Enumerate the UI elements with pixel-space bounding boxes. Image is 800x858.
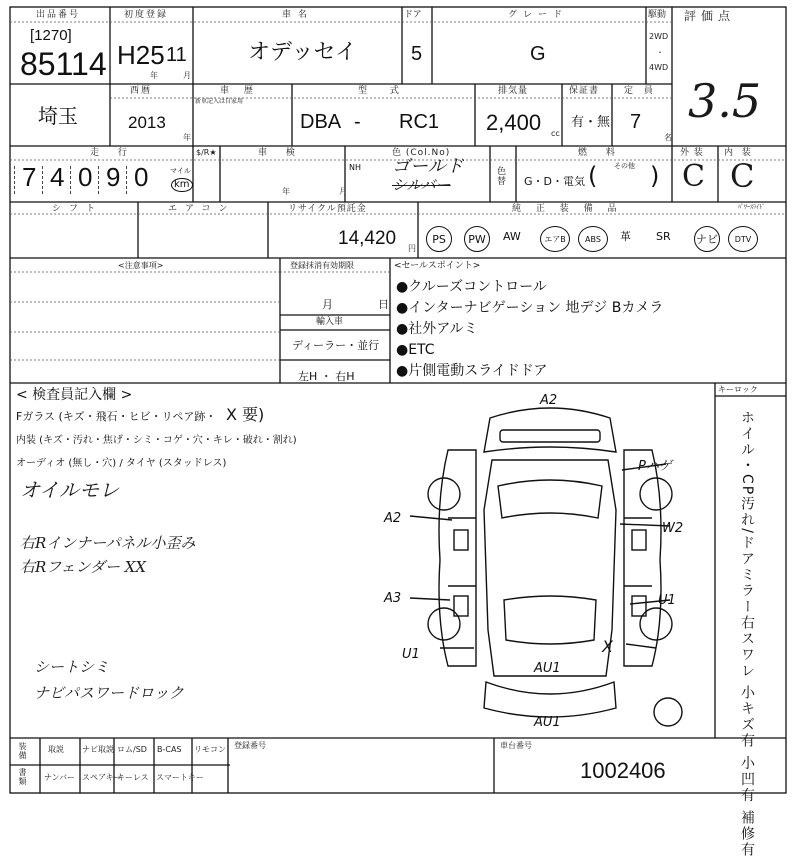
recycle-amount: 14,420 bbox=[338, 228, 397, 249]
year-unit: 年 bbox=[150, 71, 158, 80]
footer-chassis-label: 車台番号 bbox=[500, 741, 532, 750]
mile-label: マイル bbox=[170, 167, 191, 175]
sales-points-label: <セールスポイント> bbox=[394, 261, 481, 271]
grade-value: G bbox=[530, 43, 546, 65]
footer-navi-manual: ナビ取説 bbox=[82, 745, 114, 754]
type-dash: - bbox=[354, 111, 361, 133]
mark-w2: W2 bbox=[662, 521, 684, 536]
mileage-label: 走 行 bbox=[90, 148, 135, 158]
color-value-gold: ゴールド bbox=[392, 156, 464, 177]
registration-expiry-label: 登録抹消有効期限 bbox=[290, 261, 354, 270]
odometer-divider bbox=[98, 166, 99, 194]
registration-era: H25 bbox=[117, 40, 165, 70]
equipment-label: 純 正 装 備 品 bbox=[512, 204, 623, 214]
displacement: 2,400 bbox=[486, 110, 542, 135]
displacement-label: 排気量 bbox=[498, 86, 529, 96]
ac-label: エアコン bbox=[168, 204, 236, 214]
odometer-digit: 0 bbox=[134, 162, 149, 192]
exterior-grade: C bbox=[682, 159, 705, 194]
inspector-line-audio: オーディオ (無し・穴) / タイヤ (スタッドレス) bbox=[16, 458, 227, 469]
caution-label: <注意事項> bbox=[118, 261, 164, 270]
footer-reg-number-label: 登録番号 bbox=[234, 741, 266, 750]
shift-label: シフト bbox=[52, 204, 104, 214]
registration-month: 11 bbox=[166, 44, 187, 66]
inspector-title: < 検査員記入欄 > bbox=[16, 387, 133, 403]
equipment-item: AW bbox=[503, 230, 521, 243]
footer-rom-sd: ロム/SD bbox=[117, 745, 147, 754]
seats-label: 定 員 bbox=[624, 86, 657, 96]
footer-equip-label: 装備 bbox=[18, 742, 27, 760]
mark-au1-bumper: AU1 bbox=[534, 715, 561, 730]
odometer-digit: 7 bbox=[22, 162, 37, 192]
hand-note-1: オイルモレ bbox=[20, 478, 119, 502]
mark-u1-left: U1 bbox=[402, 647, 420, 662]
inspector-line-glass: Fガラス (キズ・飛石・ヒビ・リペア跡・ bbox=[16, 410, 217, 423]
model-year-unit: 年 bbox=[183, 133, 191, 142]
equipment-item: ABS bbox=[578, 226, 608, 252]
footer-smart-key: スマートキー bbox=[156, 773, 204, 782]
score-value: 3.5 bbox=[688, 74, 762, 128]
history-label: 車 歴 bbox=[220, 86, 259, 96]
footer-remote: リモコン bbox=[194, 745, 226, 754]
drive-sep: ・ bbox=[656, 48, 664, 57]
inspector-line-interior: 内装 (キズ・汚れ・焦げ・シミ・コゲ・穴・キレ・破れ・割れ) bbox=[16, 435, 297, 446]
equipment-item: ナビ bbox=[694, 226, 720, 252]
exterior-label: 外 装 bbox=[680, 148, 704, 158]
registration-label: 初度登録 bbox=[124, 10, 169, 20]
footer-spare-key: スペアキー bbox=[82, 773, 122, 782]
inspection-month-unit: 月 bbox=[339, 187, 347, 196]
type-prefix: DBA bbox=[300, 111, 342, 133]
footer-bcas: B-CAS bbox=[157, 745, 182, 754]
drive-4wd: 4WD bbox=[649, 63, 669, 72]
mark-au1-rear: AU1 bbox=[534, 661, 561, 676]
warranty-label: 保証書 bbox=[569, 86, 600, 96]
odometer-digit: 4 bbox=[50, 162, 65, 192]
car-name: オデッセイ bbox=[248, 40, 357, 65]
drive-2wd: 2WD bbox=[649, 32, 669, 41]
history-sub: 新車記入は自家用 bbox=[195, 98, 244, 105]
car-name-label: 車 名 bbox=[282, 10, 309, 20]
interior-label: 内 装 bbox=[724, 148, 754, 158]
inspection-year-unit: 年 bbox=[282, 187, 290, 196]
fuel-label: 燃 料 bbox=[578, 148, 623, 158]
chassis-number: 1002406 bbox=[580, 758, 666, 783]
mark-u1-right: U1 bbox=[658, 593, 676, 608]
mark-a2-left: A2 bbox=[384, 511, 402, 526]
color-prefix: NH bbox=[349, 163, 361, 172]
odometer-divider bbox=[126, 166, 127, 194]
color-label: 色 (Col.No) bbox=[392, 148, 451, 158]
color-change-label: 色替 bbox=[495, 166, 505, 186]
key-lock-label: キーロック bbox=[718, 385, 758, 394]
odometer-divider bbox=[70, 166, 71, 194]
mark-a2-front: A2 bbox=[540, 393, 558, 408]
odometer-divider bbox=[42, 166, 43, 194]
prefecture: 埼玉 bbox=[38, 104, 78, 128]
import-label: 輸入車 bbox=[316, 317, 344, 327]
equipment-item: 革 bbox=[620, 230, 631, 243]
footer-keyless: キーレス bbox=[117, 773, 149, 782]
recycle-label: リサイクル預託金 bbox=[288, 204, 367, 214]
lot-sub-number: [1270] bbox=[30, 27, 72, 44]
hand-note-5: ナビパスワードロック bbox=[34, 684, 184, 702]
sales-point-3: ●社外アルミ bbox=[396, 321, 478, 337]
score-label: 評価点 bbox=[684, 9, 736, 23]
footer-number: ナンバー bbox=[44, 773, 76, 782]
footer-docs-label: 書類 bbox=[18, 768, 27, 786]
equipment-item: DTV bbox=[728, 226, 758, 252]
model-year: 2013 bbox=[128, 113, 166, 132]
model-year-label: 西暦 bbox=[130, 86, 153, 96]
fuel-paren-close: ) bbox=[650, 162, 660, 190]
fuel-options: G・D・電気 bbox=[524, 175, 585, 188]
fuel-paren-open: ( bbox=[588, 162, 598, 190]
lot-label: 出品番号 bbox=[36, 10, 81, 20]
drive-label: 駆動 bbox=[648, 10, 667, 20]
km-mark-label: $/R★ bbox=[196, 148, 217, 157]
sales-point-2: ●インターナビゲーション 地デジ Bカメラ bbox=[396, 300, 664, 316]
inspection-label: 車 検 bbox=[258, 148, 303, 158]
color-value-silver: シルバー bbox=[392, 176, 451, 194]
mark-a3-left: A3 bbox=[384, 591, 402, 606]
interior-grade: C bbox=[730, 157, 755, 195]
equipment-item: PS bbox=[426, 226, 452, 252]
import-value: ディーラー・並行 bbox=[292, 339, 380, 352]
hand-note-2: 右Rインナーパネル小歪み bbox=[20, 534, 196, 552]
equipment-item: PW bbox=[464, 226, 490, 252]
sales-point-4: ●ETC bbox=[396, 342, 435, 358]
type-label: 型 式 bbox=[358, 86, 409, 96]
odometer-digit: 9 bbox=[106, 162, 121, 192]
sales-point-5: ●片側電動スライドドア bbox=[396, 363, 548, 379]
door-count: 5 bbox=[411, 43, 423, 65]
grade-label: グレード bbox=[508, 10, 569, 20]
yen-unit: 円 bbox=[408, 244, 416, 253]
steering-value: 左H ・ 右H bbox=[298, 370, 355, 383]
mark-x: X bbox=[602, 637, 613, 656]
equipment-item: エアB bbox=[540, 226, 570, 252]
odometer-digit: 0 bbox=[78, 162, 93, 192]
power-slide-label: ﾊﾟﾜｰｽﾗｲﾄﾞ bbox=[738, 204, 766, 211]
sales-point-1: ●クルーズコントロール bbox=[396, 279, 547, 295]
odometer-divider bbox=[14, 166, 15, 194]
lot-number: 85114 bbox=[20, 46, 107, 82]
fuel-other-label: その他 bbox=[614, 162, 635, 170]
door-label: ドア bbox=[404, 10, 422, 20]
car-damage-diagram bbox=[380, 390, 720, 735]
month-unit: 月 bbox=[183, 71, 191, 80]
footer-manual: 取説 bbox=[48, 745, 64, 754]
km-circled: km bbox=[171, 178, 193, 192]
expiry-day: 日 bbox=[378, 298, 389, 311]
equipment-item: SR bbox=[656, 230, 671, 243]
seats-value: 7 bbox=[630, 111, 642, 133]
type-code: RC1 bbox=[399, 111, 440, 133]
inspector-glass-mark: X 要) bbox=[226, 405, 265, 424]
hand-note-4: シートシミ bbox=[34, 658, 110, 676]
hand-note-3: 右Rフェンダー XX bbox=[20, 558, 147, 576]
cc-unit: cc bbox=[551, 129, 560, 138]
expiry-month: 月 bbox=[322, 298, 333, 311]
seats-unit: 名 bbox=[664, 133, 672, 142]
warranty-value: 有・無 bbox=[571, 115, 611, 130]
mark-p-hage: Pハゲ bbox=[638, 459, 672, 474]
side-notes: ホイル・CP汚れ/ドアミラー右スワレ 小キズ有 小凹有 補修有 bbox=[739, 410, 755, 858]
